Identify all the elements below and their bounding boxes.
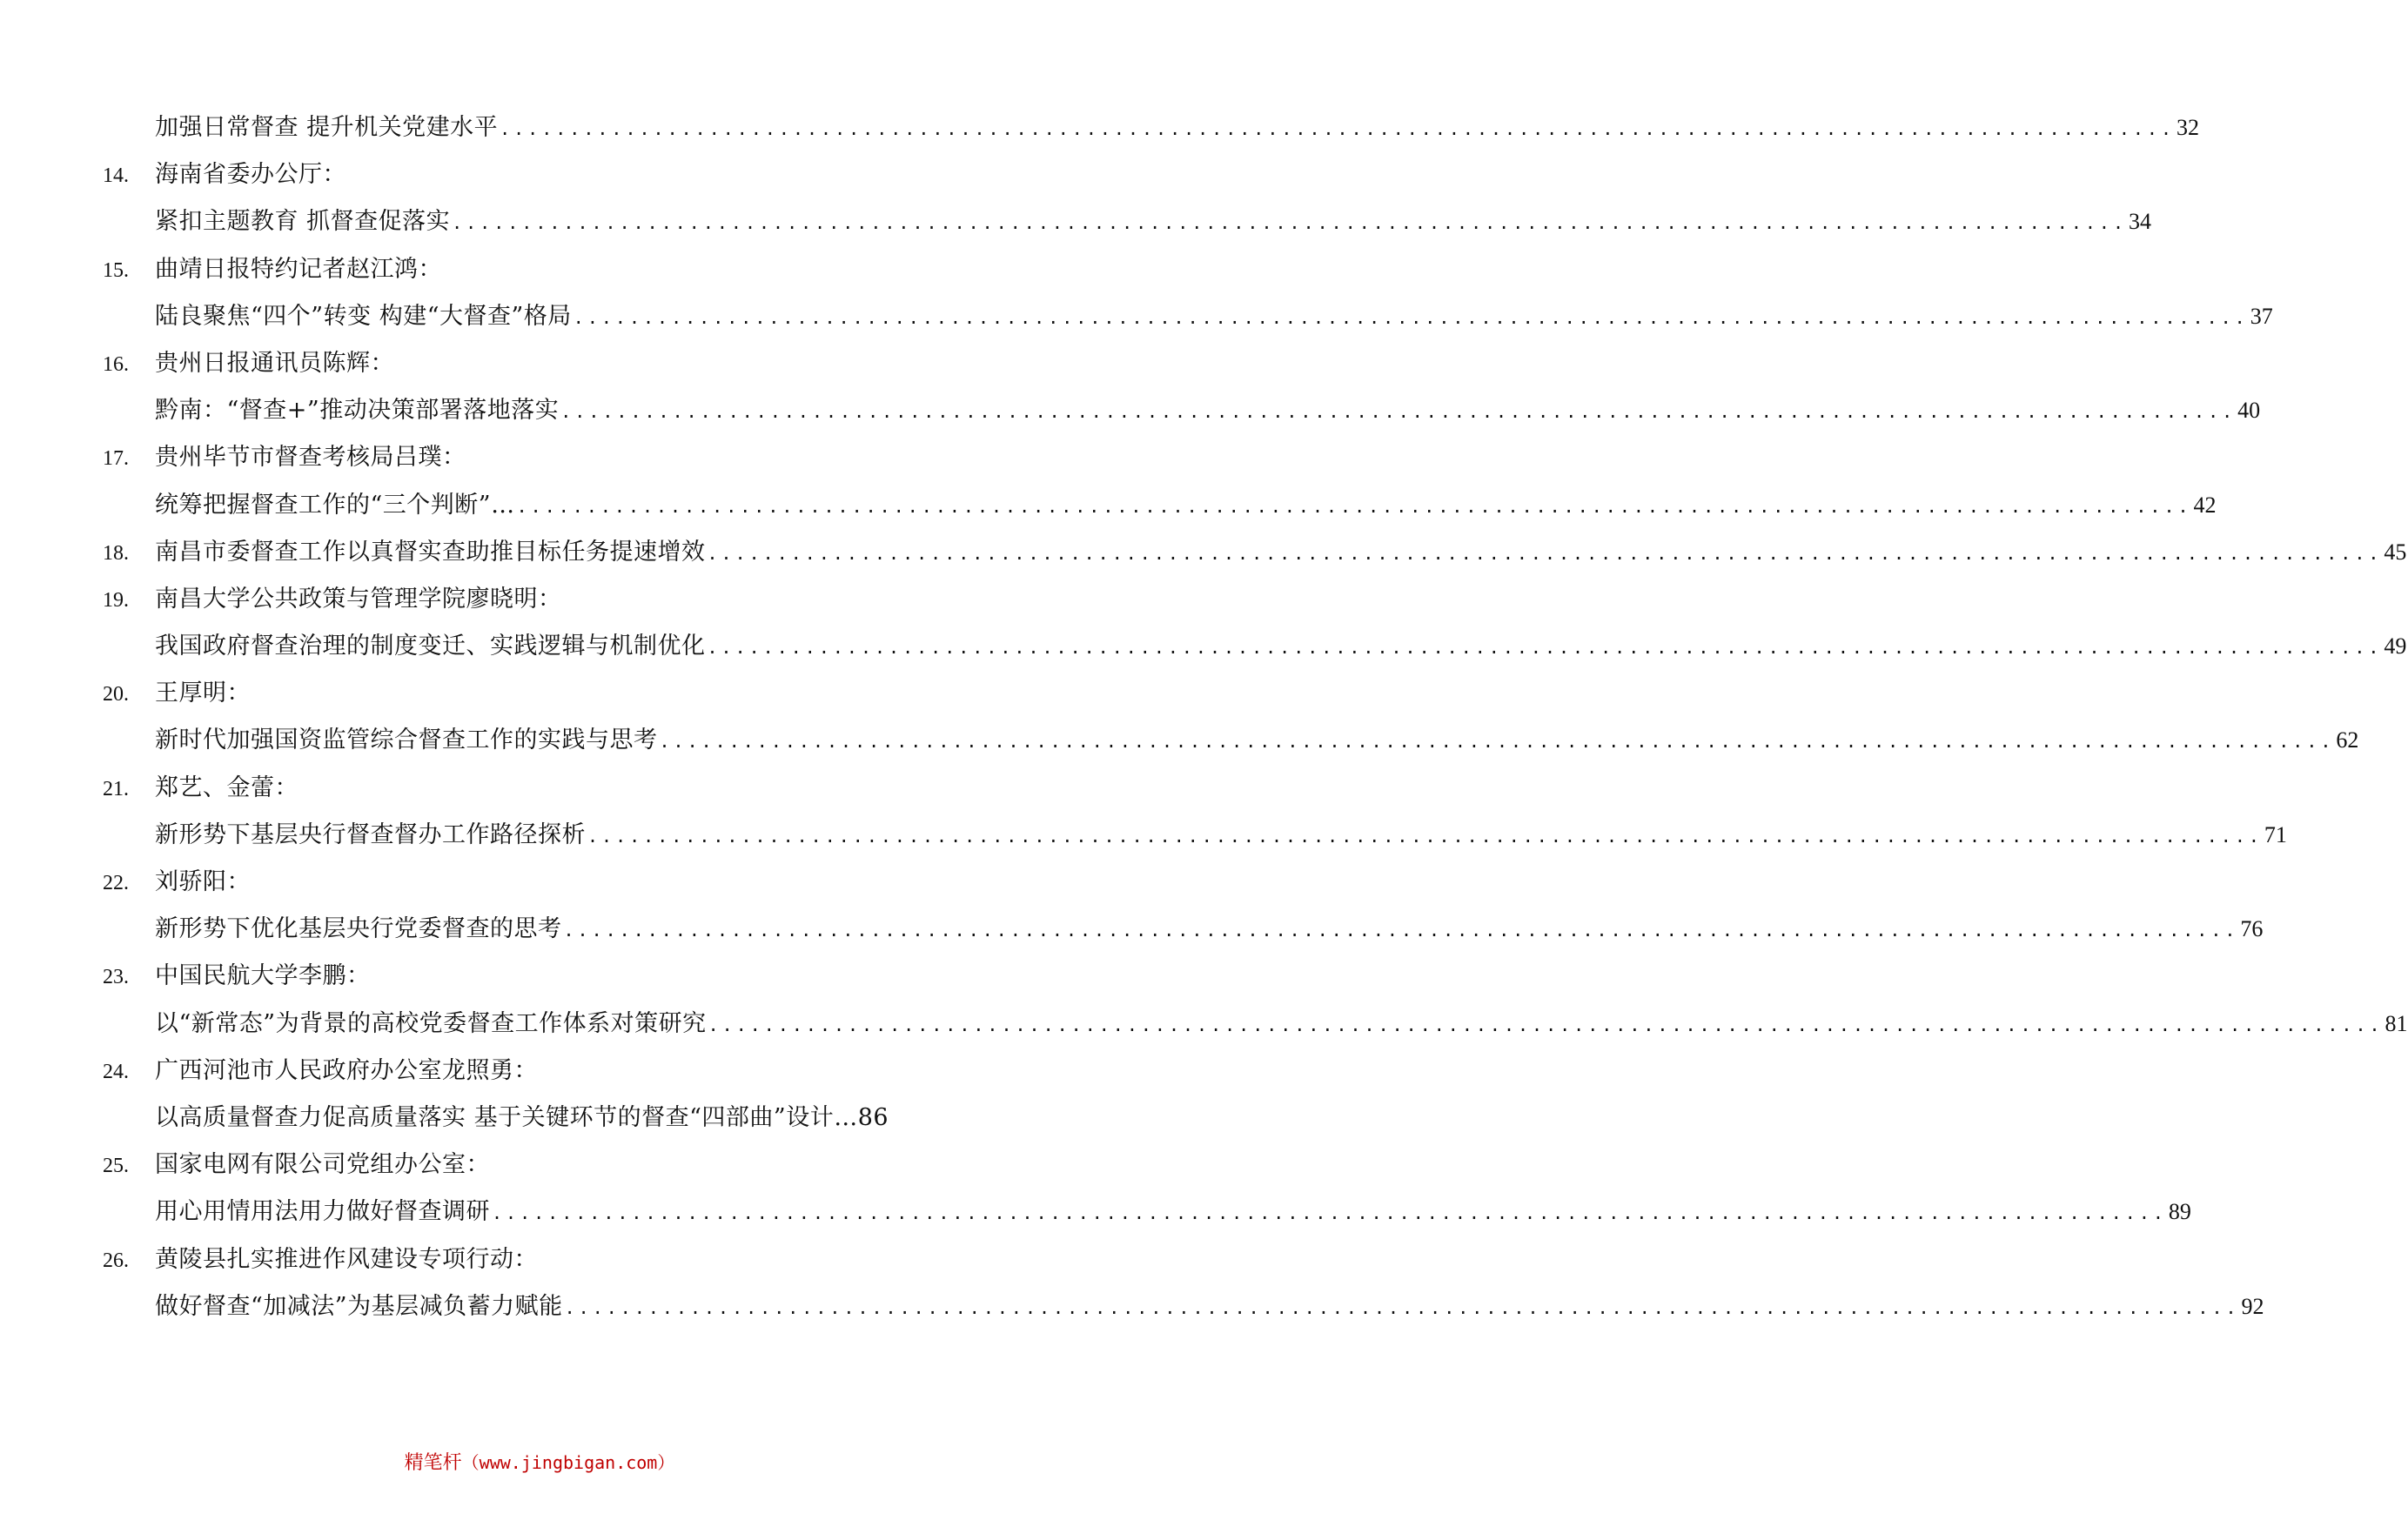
toc-page-number: 76 <box>2240 916 2264 942</box>
toc-number: 23. <box>103 966 129 989</box>
toc-page-number: 45 <box>2384 539 2407 565</box>
dot-leader: ........................................................................................................................ <box>573 306 2249 328</box>
toc-entry-row <box>103 293 2273 340</box>
toc-number: 16. <box>103 352 129 376</box>
toc-page-number: 71 <box>2264 821 2287 847</box>
toc-number: 19. <box>103 588 129 612</box>
toc-number: 22. <box>103 872 129 894</box>
toc-title: 陆良聚焦“四个”转变 构建“大督查”格局 <box>155 302 572 330</box>
toc-heading-row <box>103 1142 987 1189</box>
footer-watermark <box>0 1448 1079 1475</box>
toc-heading-row <box>103 246 987 293</box>
toc-heading-row <box>103 859 987 906</box>
toc-entry-row <box>103 1189 2191 1236</box>
toc-entry-row <box>103 906 2264 953</box>
toc-entry-row <box>103 1095 987 1142</box>
toc-heading-row <box>103 151 987 198</box>
toc-title: 统筹把握督查工作的“三个判断”… <box>155 491 515 519</box>
toc-title: 用心用情用法用力做好督查调研 <box>155 1198 490 1226</box>
toc-title: 新形势下基层央行督查督办工作路径探析 <box>155 820 586 848</box>
toc-author: 国家电网有限公司党组办公室： <box>155 1151 490 1179</box>
toc-title: 新时代加强国资监管综合督查工作的实践与思考 <box>155 727 658 754</box>
toc-entry-row <box>103 812 2287 859</box>
toc-author: 黄陵县扎实推进作风建设专项行动： <box>155 1245 538 1273</box>
toc-title: 以“新常态”为背景的高校党委督查工作体系对策研究 <box>155 1009 707 1037</box>
toc-number: 15. <box>103 258 129 282</box>
toc-author: 刘骄阳： <box>155 868 251 895</box>
toc-page-number: 37 <box>2250 303 2273 329</box>
toc-title: 紧扣主题教育 抓督查促落实 <box>155 208 451 236</box>
toc-heading-row <box>103 953 987 1000</box>
toc-author: 曲靖日报特约记者赵江鸿： <box>155 255 442 283</box>
dot-leader: ........................................................................................................................ <box>560 401 2237 423</box>
toc-heading-row <box>103 1048 987 1095</box>
toc-title: 加强日常督查 提升机关党建水平 <box>155 114 499 141</box>
toc-title: 黔南：“督查+”推动决策部署落地落实 <box>155 397 560 425</box>
toc-page-number: 92 <box>2241 1293 2264 1319</box>
toc-entry-row <box>103 104 2200 151</box>
toc-number: 18. <box>103 541 129 565</box>
toc-author: 中国民航大学李鹏： <box>155 962 371 990</box>
toc-author: 郑艺、金蕾： <box>155 774 298 801</box>
dot-leader: ........................................................................................................................ <box>708 1014 2384 1035</box>
toc-page-number: 42 <box>2193 492 2217 518</box>
toc-page-number: 40 <box>2237 398 2261 424</box>
toc-heading-row <box>103 765 987 812</box>
toc-title: 新形势下优化基层央行党委督查的思考 <box>155 915 562 943</box>
toc-number: 26. <box>103 1249 129 1272</box>
toc-number: 17. <box>103 447 129 471</box>
toc-title: 以高质量督查力促高质量落实 基于关键环节的督查“四部曲”设计…86 <box>155 1103 889 1131</box>
toc-number: 25. <box>103 1155 129 1178</box>
toc-author: 王厚明： <box>155 680 251 707</box>
toc-entry-row <box>103 623 2407 670</box>
dot-leader: ........................................................................................................................ <box>707 637 2383 659</box>
footer-brand: 精笔杆 <box>404 1452 462 1474</box>
toc-heading-row <box>103 1236 987 1283</box>
toc-page-number: 81 <box>2385 1010 2408 1036</box>
toc-entry-row <box>103 1001 2408 1048</box>
dot-leader: ........................................................................................................................ <box>587 825 2263 847</box>
dot-leader: ........................................................................................................................ <box>500 118 2176 139</box>
toc-entry-row <box>103 482 2217 529</box>
toc-author: 广西河池市人民政府办公室龙照勇： <box>155 1056 538 1084</box>
footer-url: （www.jingbigan.com） <box>461 1452 675 1473</box>
toc-title: 我国政府督查治理的制度变迁、实践逻辑与机制优化 <box>155 633 706 660</box>
toc-entry-row <box>103 717 2359 764</box>
dot-leader: ........................................................................................................................ <box>659 731 2335 753</box>
dot-leader: ........................................................................................................................ <box>563 920 2239 941</box>
dot-leader: ........................................................................................................................ <box>516 495 2192 517</box>
toc-entry-row <box>103 1283 2264 1330</box>
toc-title: 做好督查“加减法”为基层减负蓄力赋能 <box>155 1292 563 1320</box>
dot-leader: ........................................................................................................................ <box>492 1202 2167 1224</box>
table-of-contents <box>103 104 2408 1330</box>
toc-entry-row <box>103 198 2152 245</box>
toc-title: 南昌市委督查工作以真督实查助推目标任务提速增效 <box>155 538 706 566</box>
toc-author: 南昌大学公共政策与管理学院廖晓明： <box>155 585 562 613</box>
toc-number: 20. <box>103 683 129 707</box>
toc-heading-row <box>103 340 987 387</box>
toc-entry-row <box>103 529 2407 576</box>
toc-page-number: 49 <box>2384 633 2407 660</box>
toc-author: 贵州毕节市督查考核局吕璞： <box>155 444 466 472</box>
dot-leader: ........................................................................................................................ <box>707 542 2383 564</box>
toc-number: 21. <box>103 777 129 800</box>
toc-page-number: 89 <box>2168 1199 2191 1225</box>
dot-leader: ........................................................................................................................ <box>564 1296 2240 1318</box>
toc-number: 24. <box>103 1060 129 1083</box>
toc-heading-row <box>103 434 987 481</box>
toc-number: 14. <box>103 164 129 188</box>
toc-page-number: 34 <box>2129 209 2152 235</box>
toc-author: 海南省委办公厅： <box>155 161 346 189</box>
toc-page-number: 32 <box>2177 115 2200 140</box>
toc-entry-row <box>103 387 2261 434</box>
dot-leader: ........................................................................................................................ <box>452 212 2128 234</box>
toc-page-number: 62 <box>2336 727 2359 753</box>
toc-heading-row <box>103 670 987 717</box>
toc-author: 贵州日报通讯员陈辉： <box>155 349 394 377</box>
toc-heading-row <box>103 576 987 623</box>
